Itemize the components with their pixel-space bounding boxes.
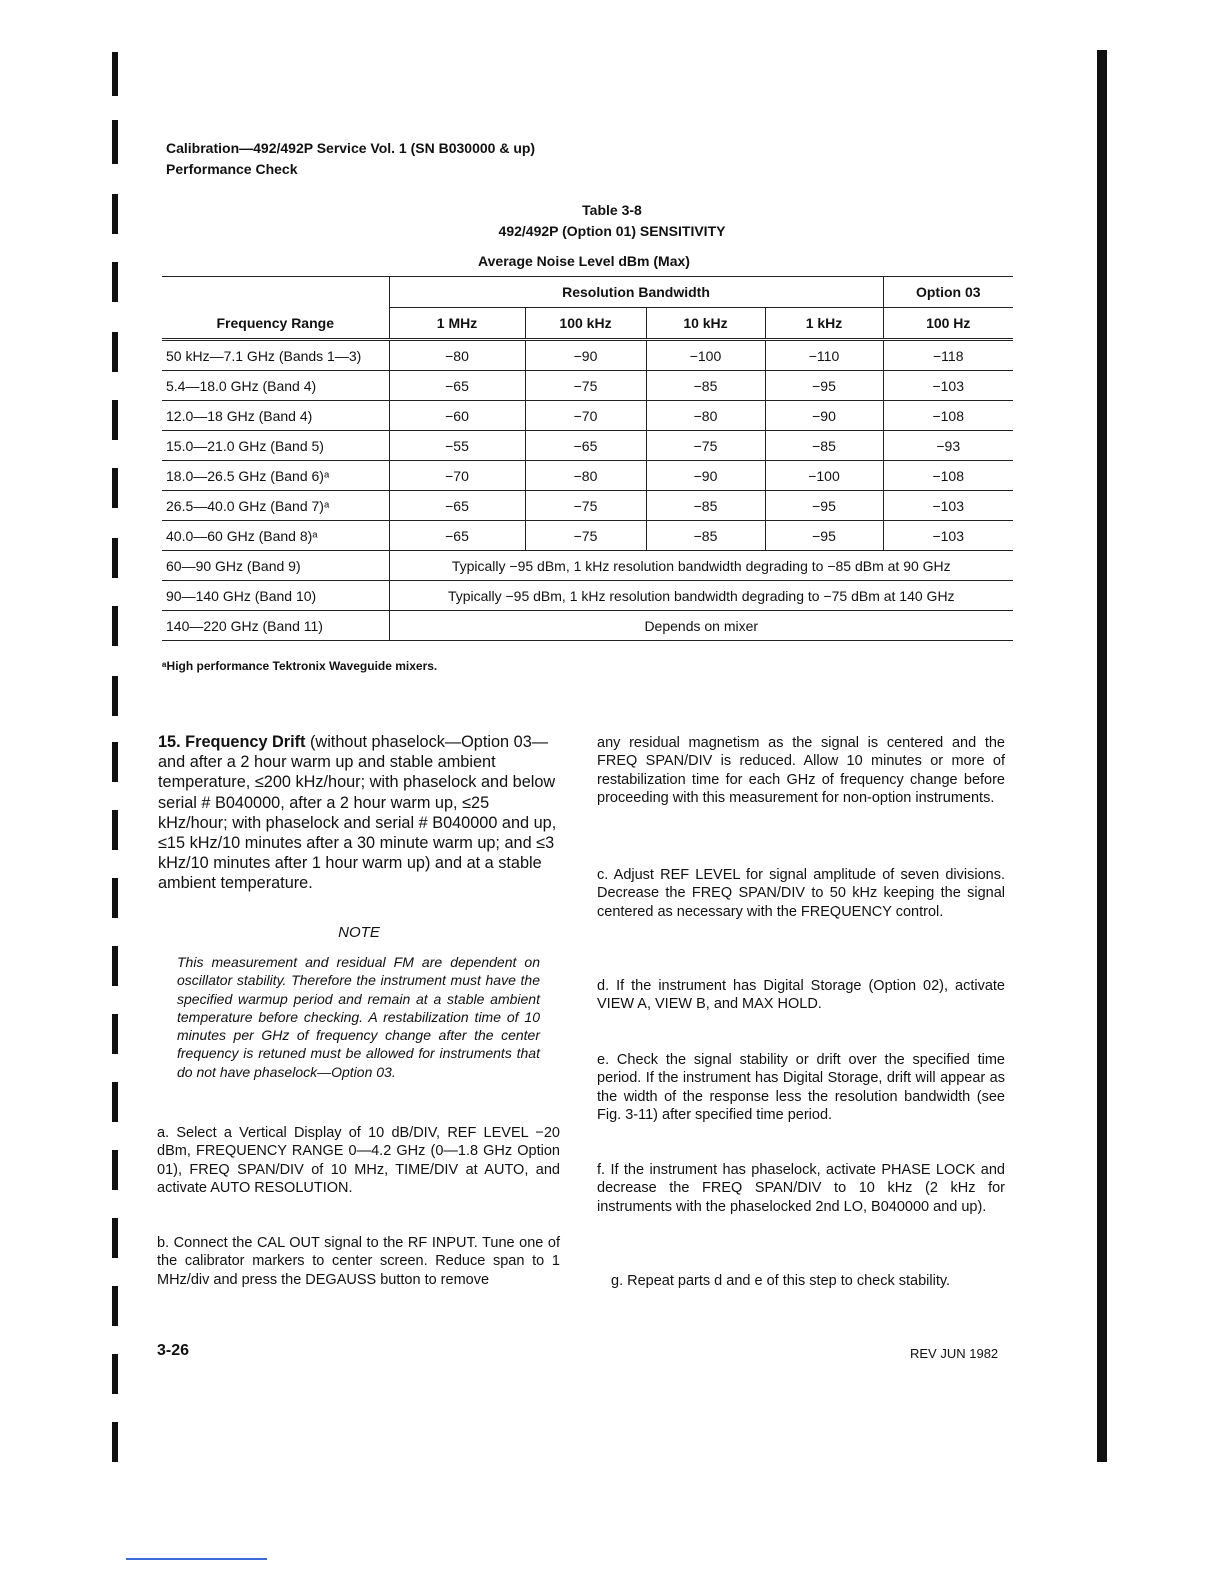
frequency-range-cell: 40.0—60 GHz (Band 8)ᵃ bbox=[162, 521, 389, 551]
noise-cell: −90 bbox=[525, 340, 646, 371]
table-row bbox=[162, 611, 1013, 641]
noise-cell: −100 bbox=[646, 340, 765, 371]
frequency-range-cell: 26.5—40.0 GHz (Band 7)ᵃ bbox=[162, 491, 389, 521]
table-row bbox=[162, 521, 1013, 551]
noise-cell: −100 bbox=[765, 461, 883, 491]
change-bar bbox=[112, 52, 118, 96]
frequency-range-cell: 50 kHz—7.1 GHz (Bands 1—3) bbox=[162, 340, 389, 371]
change-bar bbox=[112, 810, 118, 850]
change-bar bbox=[112, 676, 118, 716]
noise-cell: −70 bbox=[525, 401, 646, 431]
noise-span-cell: Typically −95 dBm, 1 kHz resolution bandwidth degrading to −85 dBm at 90 GHz bbox=[389, 551, 1013, 581]
change-bar bbox=[112, 1150, 118, 1190]
change-bar bbox=[112, 468, 118, 508]
noise-cell: −80 bbox=[389, 340, 525, 371]
table-row bbox=[162, 491, 1013, 521]
table-header-group-row bbox=[162, 277, 1013, 308]
step-b-paragraph: b. Connect the CAL OUT signal to the RF INPUT. Tune one of the calibrator markers to center screen. Reduce span to 1 MHz/div and press the DEGAUSS button to remove bbox=[157, 1235, 560, 1288]
noise-cell: −80 bbox=[525, 461, 646, 491]
change-bar bbox=[112, 1014, 118, 1054]
step-15-text: (without phaselock—Option 03—and after a 2 hour warm up and stable ambient temperature, ≤200 kHz/hour; with phaselock and below serial # B040000, after a 2 hour warm up, ≤25 kHz/hour; with phaselock and serial # B040000 and up, ≤15 kHz/10 minutes after a 30 minute warm up; and ≤3 kHz/10 minutes after 1 hour warm up) and at a stable ambient temperature. bbox=[158, 733, 557, 893]
change-bar bbox=[112, 742, 118, 782]
step-g-paragraph: g. Repeat parts d and e of this step to check stability. bbox=[611, 1273, 951, 1289]
noise-cell: −90 bbox=[646, 461, 765, 491]
step-15-title: 15. Frequency Drift bbox=[158, 733, 306, 751]
noise-cell: −108 bbox=[883, 461, 1013, 491]
scan-edge-mark bbox=[126, 1558, 267, 1560]
table-number: Table 3-8 bbox=[582, 202, 642, 218]
noise-cell: −95 bbox=[765, 521, 883, 551]
noise-cell: −103 bbox=[883, 521, 1013, 551]
noise-span-cell: Typically −95 dBm, 1 kHz resolution bandwidth degrading to −75 dBm at 140 GHz bbox=[389, 581, 1013, 611]
noise-cell: −95 bbox=[765, 371, 883, 401]
change-bar bbox=[112, 1218, 118, 1258]
noise-cell: −108 bbox=[883, 401, 1013, 431]
step-c-paragraph: c. Adjust REF LEVEL for signal amplitude of seven divisions. Decrease the FREQ SPAN/DIV to 50 kHz keeping the signal centered as necessary with the FREQUENCY control. bbox=[597, 867, 1005, 920]
frequency-range-cell: 12.0—18 GHz (Band 4) bbox=[162, 401, 389, 431]
noise-cell: −65 bbox=[389, 491, 525, 521]
noise-cell: −75 bbox=[525, 521, 646, 551]
frequency-range-cell: 15.0—21.0 GHz (Band 5) bbox=[162, 431, 389, 461]
table-row bbox=[162, 340, 1013, 371]
revision-date: REV JUN 1982 bbox=[910, 1346, 999, 1361]
change-bar bbox=[112, 400, 118, 440]
table-row bbox=[162, 401, 1013, 431]
frequency-range-cell: 5.4—18.0 GHz (Band 4) bbox=[162, 371, 389, 401]
table-row bbox=[162, 461, 1013, 491]
change-bar bbox=[112, 1354, 118, 1394]
option-03-header: Option 03 bbox=[883, 277, 1013, 308]
header-line-1: Calibration—492/492P Service Vol. 1 (SN B030000 & up) bbox=[166, 140, 536, 156]
column-header: 1 MHz bbox=[389, 308, 525, 340]
table-row bbox=[162, 551, 1013, 581]
table-title: 492/492P (Option 01) SENSITIVITY bbox=[498, 223, 726, 239]
header-line-2: Performance Check bbox=[166, 161, 298, 177]
continuation-paragraph: any residual magnetism as the signal is centered and the FREQ SPAN/DIV is reduced. Allow 10 minutes or more of restabilization time for each GHz of frequency change before proceeding with this measurement for non-option instruments. bbox=[597, 735, 1005, 806]
noise-cell: −75 bbox=[525, 491, 646, 521]
table-footnote: ᵃHigh performance Tektronix Waveguide mixers. bbox=[162, 659, 438, 673]
table-row bbox=[162, 431, 1013, 461]
table-row bbox=[162, 371, 1013, 401]
noise-cell: −65 bbox=[389, 521, 525, 551]
frequency-range-cell: 140—220 GHz (Band 11) bbox=[162, 611, 389, 641]
change-bar bbox=[112, 1286, 118, 1326]
change-bar bbox=[112, 946, 118, 986]
column-header: 1 kHz bbox=[765, 308, 883, 340]
table-column-header-row bbox=[162, 308, 1013, 340]
step-f-paragraph: f. If the instrument has phaselock, activate PHASE LOCK and decrease the FREQ SPAN/DIV to 10 kHz (2 kHz for instruments with the phaselocked 2nd LO, B040000 and up). bbox=[597, 1162, 1005, 1215]
frequency-range-cell: 60—90 GHz (Band 9) bbox=[162, 551, 389, 581]
empty-header-cell bbox=[162, 277, 389, 308]
column-header: 100 Hz bbox=[883, 308, 1013, 340]
change-bar bbox=[112, 878, 118, 918]
sensitivity-table bbox=[162, 276, 1013, 641]
noise-cell: −118 bbox=[883, 340, 1013, 371]
noise-cell: −85 bbox=[646, 491, 765, 521]
change-bar bbox=[112, 332, 118, 372]
noise-cell: −65 bbox=[389, 371, 525, 401]
noise-cell: −103 bbox=[883, 371, 1013, 401]
noise-cell: −103 bbox=[883, 491, 1013, 521]
noise-cell: −85 bbox=[765, 431, 883, 461]
frequency-range-cell: 90—140 GHz (Band 10) bbox=[162, 581, 389, 611]
noise-cell: −90 bbox=[765, 401, 883, 431]
noise-cell: −70 bbox=[389, 461, 525, 491]
change-bar bbox=[112, 606, 118, 646]
noise-cell: −75 bbox=[525, 371, 646, 401]
noise-cell: −60 bbox=[389, 401, 525, 431]
noise-cell: −80 bbox=[646, 401, 765, 431]
noise-cell: −65 bbox=[525, 431, 646, 461]
column-header: 10 kHz bbox=[646, 308, 765, 340]
table-subtitle: Average Noise Level dBm (Max) bbox=[478, 253, 690, 269]
running-header bbox=[166, 138, 535, 180]
note-text: This measurement and residual FM are dependent on oscillator stability. Therefore the instrument must have the specified warmup period and remain at a stable ambient temperature before checking. A restabilization time of 10 minutes per GHz of frequency change after the center frequency is retuned must be allowed for instruments that do not have phaselock—Option 03. bbox=[177, 954, 540, 1080]
column-header: 100 kHz bbox=[525, 308, 646, 340]
noise-cell: −85 bbox=[646, 371, 765, 401]
table-row bbox=[162, 581, 1013, 611]
resolution-bandwidth-header: Resolution Bandwidth bbox=[389, 277, 883, 308]
step-d-paragraph: d. If the instrument has Digital Storage (Option 02), activate VIEW A, VIEW B, and MAX HOLD. bbox=[597, 978, 1005, 1013]
noise-cell: −95 bbox=[765, 491, 883, 521]
note-heading: NOTE bbox=[338, 924, 380, 941]
frequency-range-cell: 18.0—26.5 GHz (Band 6)ᵃ bbox=[162, 461, 389, 491]
column-header: Frequency Range bbox=[162, 308, 389, 340]
page-number: 3-26 bbox=[157, 1342, 190, 1359]
noise-cell: −75 bbox=[646, 431, 765, 461]
step-15-paragraph bbox=[158, 732, 560, 894]
change-bar bbox=[112, 120, 118, 164]
noise-cell: −55 bbox=[389, 431, 525, 461]
step-a-paragraph: a. Select a Vertical Display of 10 dB/DIV, REF LEVEL −20 dBm, FREQUENCY RANGE 0—4.2 GHz (0—1.8 GHz Option 01), FREQ SPAN/DIV of 10 MHz, TIME/DIV at AUTO, and activate AUTO RESOLUTION. bbox=[157, 1125, 560, 1196]
change-bar bbox=[112, 1422, 118, 1462]
change-bar bbox=[112, 1082, 118, 1122]
noise-cell: −110 bbox=[765, 340, 883, 371]
noise-cell: −93 bbox=[883, 431, 1013, 461]
change-bar bbox=[112, 538, 118, 578]
noise-span-cell: Depends on mixer bbox=[389, 611, 1013, 641]
noise-cell: −85 bbox=[646, 521, 765, 551]
step-e-paragraph: e. Check the signal stability or drift over the specified time period. If the instrument has Digital Storage, drift will appear as the width of the response less the resolution bandwidth (see Fig. 3-11) after specified time period. bbox=[597, 1052, 1005, 1123]
